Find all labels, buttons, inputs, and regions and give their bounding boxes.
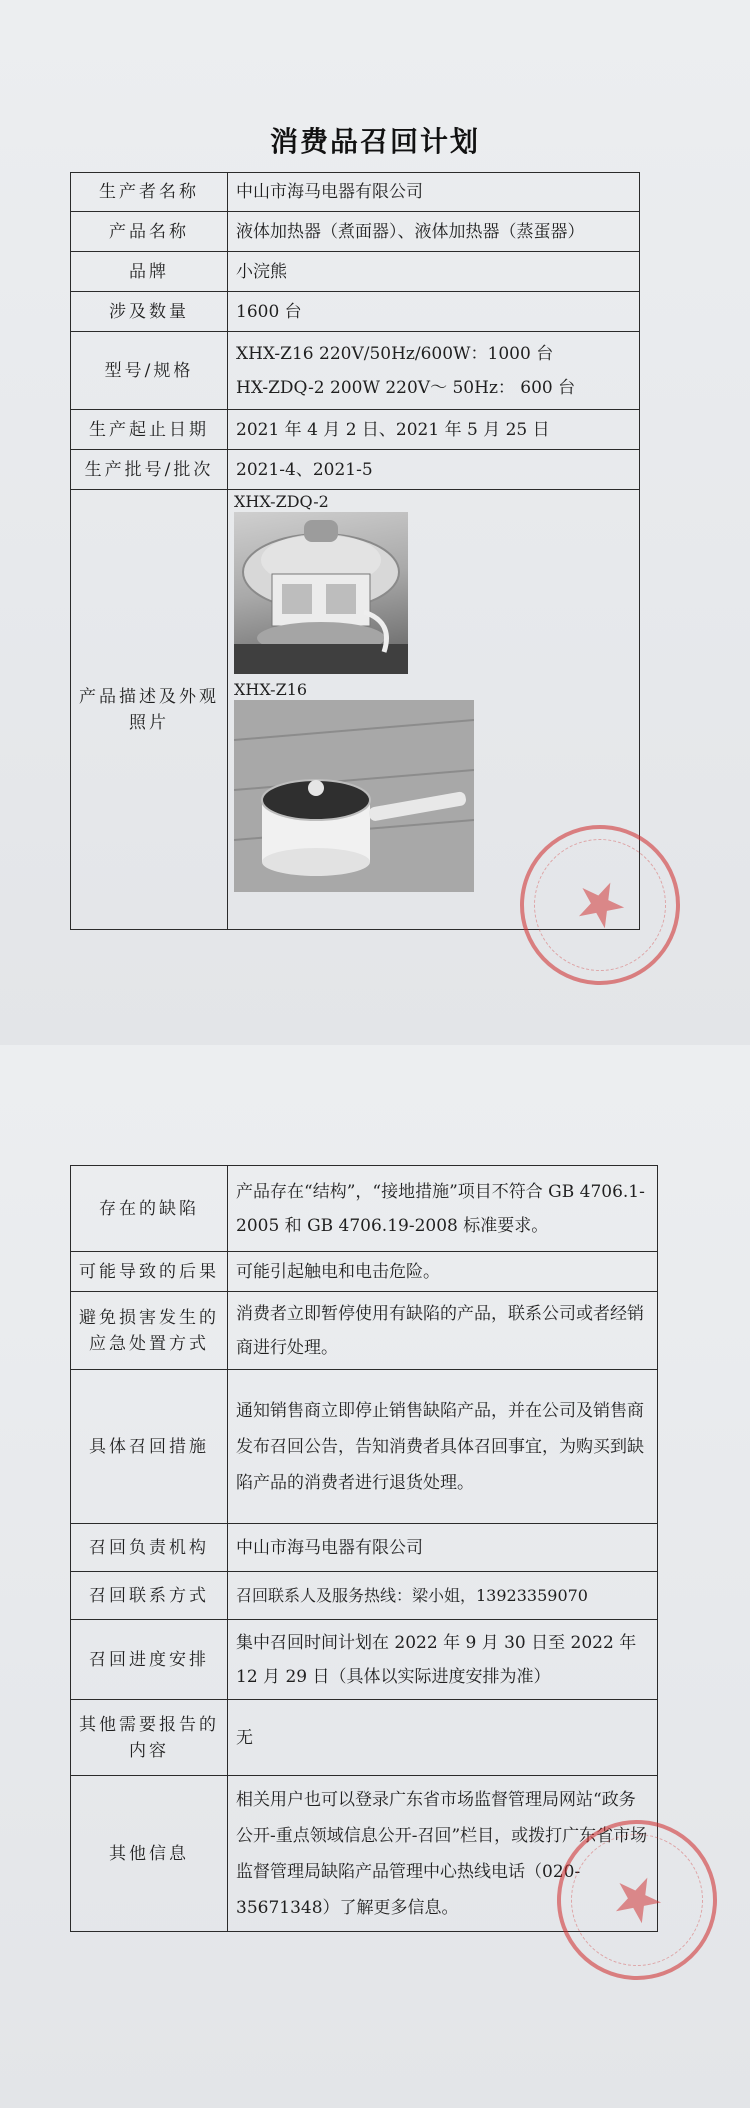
row-model [71, 332, 640, 410]
product-name-label: 产品名称 [71, 212, 228, 252]
product-name-value: 液体加热器（煮面器）、液体加热器（蒸蛋器） [228, 212, 640, 252]
model-value [228, 332, 640, 410]
row-schedule [71, 1620, 658, 1700]
recall-plan-page-2 [0, 1045, 750, 2108]
responsible-label: 召回负责机构 [71, 1524, 228, 1572]
batch-label: 生产批号/批次 [71, 450, 228, 490]
row-description [71, 490, 640, 930]
measures-value: 通知销售商立即停止销售缺陷产品，并在公司及销售商发布召回公告，告知消费者具体召回事宜，为购买到缺陷产品的消费者进行退货处理。 [228, 1370, 658, 1524]
row-brand [71, 252, 640, 292]
row-producer [71, 173, 640, 212]
description-label: 产品描述及外观照片 [71, 490, 228, 930]
other-report-value: 无 [228, 1700, 658, 1776]
row-emergency [71, 1292, 658, 1370]
other-info-label: 其他信息 [71, 1776, 228, 1932]
other-report-label: 其他需要报告的内容 [71, 1700, 228, 1776]
recall-plan-page-1 [0, 0, 750, 1045]
row-batch [71, 450, 640, 490]
row-production-dates [71, 410, 640, 450]
noodle-cooker-photo [234, 700, 474, 892]
row-other-info [71, 1776, 658, 1932]
schedule-value: 集中召回时间计划在 2022 年 9 月 30 日至 2022 年 12 月 29 日（具体以实际进度安排为准） [228, 1620, 658, 1700]
batch-value: 2021-4、2021-5 [228, 450, 640, 490]
contact-label: 召回联系方式 [71, 1572, 228, 1620]
quantity-label: 涉及数量 [71, 292, 228, 332]
model-line-2: HX-ZDQ-2 200W 220V～ 50Hz： 600 台 [236, 377, 576, 398]
egg-steamer-photo [234, 512, 408, 674]
row-responsible [71, 1524, 658, 1572]
row-defect [71, 1166, 658, 1252]
recall-measures-table [70, 1165, 658, 1932]
row-quantity [71, 292, 640, 332]
brand-value: 小浣熊 [228, 252, 640, 292]
photo2-caption: XHX-Z16 [234, 680, 308, 699]
defect-label: 存在的缺陷 [71, 1166, 228, 1252]
dates-label: 生产起止日期 [71, 410, 228, 450]
row-other-report [71, 1700, 658, 1776]
defect-value: 产品存在“结构”，“接地措施”项目不符合 GB 4706.1-2005 和 GB 4706.19-2008 标准要求。 [228, 1166, 658, 1252]
producer-label: 生产者名称 [71, 173, 228, 212]
model-label: 型号/规格 [71, 332, 228, 410]
row-measures [71, 1370, 658, 1524]
brand-label: 品牌 [71, 252, 228, 292]
photo1-caption: XHX-ZDQ-2 [234, 492, 329, 511]
responsible-value: 中山市海马电器有限公司 [228, 1524, 658, 1572]
schedule-label: 召回进度安排 [71, 1620, 228, 1700]
description-value [228, 490, 640, 930]
seal-star-icon-2: ★ [598, 1855, 677, 1943]
other-info-value: 相关用户也可以登录广东省市场监督管理局网站“政务公开-重点领域信息公开-召回”栏目，或拨打广东省市场监督管理局缺陷产品管理中心热线电话（020-35671348）了解更多信息。 [228, 1776, 658, 1932]
model-line-1: XHX-Z16 220V/50Hz/600W：1000 台 [236, 343, 554, 364]
row-contact [71, 1572, 658, 1620]
document-title: 消费品召回计划 [269, 125, 480, 158]
contact-value: 召回联系人及服务热线：梁小姐，13923359070 [228, 1572, 658, 1620]
producer-value: 中山市海马电器有限公司 [228, 173, 640, 212]
consequence-value: 可能引起触电和电击危险。 [228, 1252, 658, 1292]
dates-value: 2021 年 4 月 2 日、2021 年 5 月 25 日 [228, 410, 640, 450]
seal-star-icon: ★ [561, 860, 640, 948]
emergency-value: 消费者立即暂停使用有缺陷的产品，联系公司或者经销商进行处理。 [228, 1292, 658, 1370]
consequence-label: 可能导致的后果 [71, 1252, 228, 1292]
row-product-name [71, 212, 640, 252]
measures-label: 具体召回措施 [71, 1370, 228, 1524]
emergency-label: 避免损害发生的应急处置方式 [71, 1292, 228, 1370]
quantity-value: 1600 台 [228, 292, 640, 332]
row-consequence [71, 1252, 658, 1292]
recall-info-table [70, 172, 640, 930]
